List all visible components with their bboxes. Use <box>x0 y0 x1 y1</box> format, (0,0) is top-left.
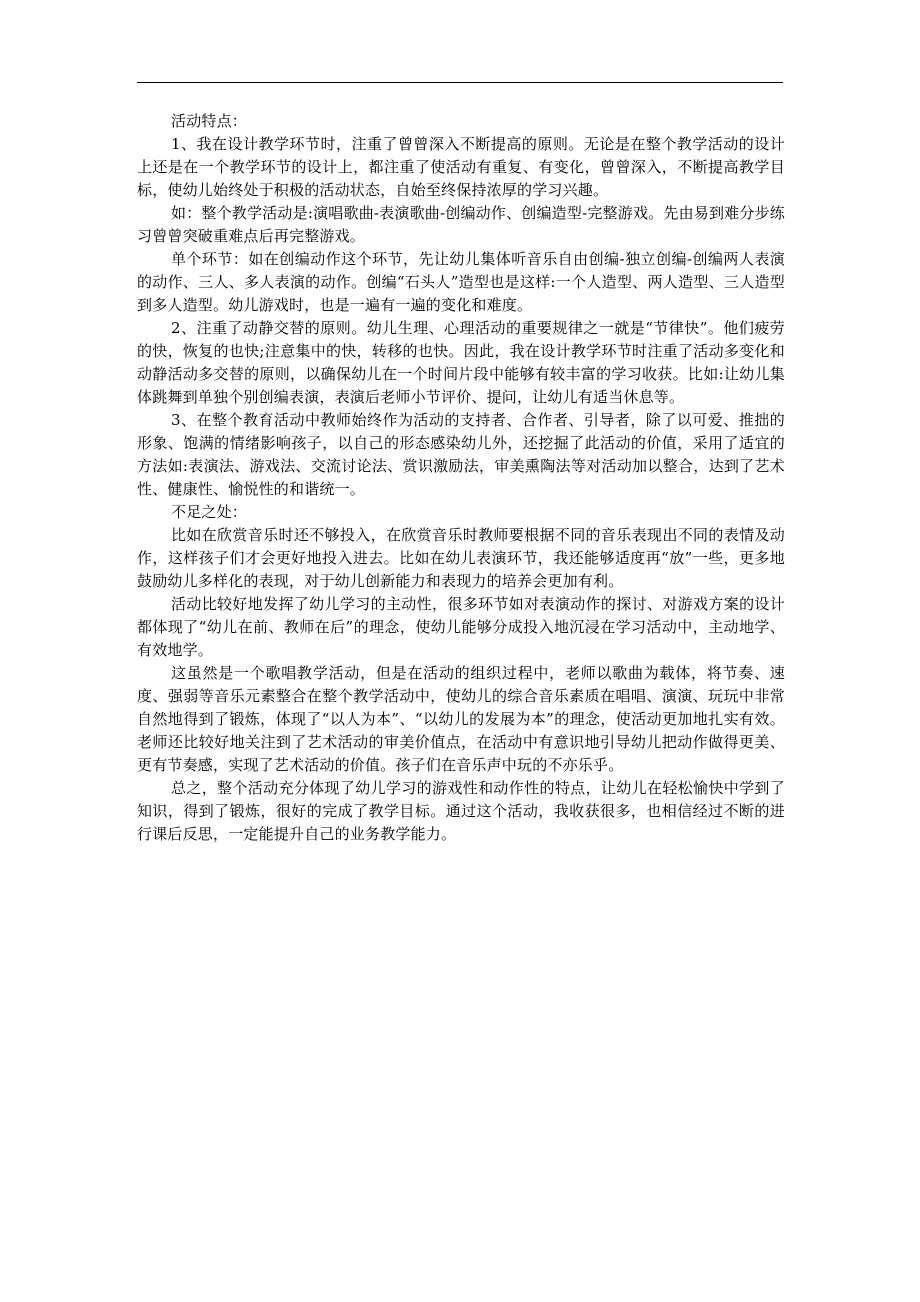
paragraph-point-2: 2、注重了动静交替的原则。幼儿生理、心理活动的重要规律之一就是“节律快”。他们疲劳的快，恢复的也快;注意集中的快，转移的也快。因此，我在设计教学环节时注重了活动多变化和动静活动多交替的原则，以确保幼儿在一个时间片段中能够有较丰富的学习收获。比如:让幼儿集体跳舞到单独个别创编表演，表演后老师小节评价、提问，让幼儿有适当休息等。 <box>137 319 785 406</box>
paragraph-example-single: 单个环节：如在创编动作这个环节，先让幼儿集体听音乐自由创编-独立创编-创编两人表演的动作、三人、多人表演的动作。创编“石头人”造型也是这样:一个人造型、两人造型、三人造型到多人造型。幼儿游戏时，也是一遍有一遍的变化和难度。 <box>137 250 785 314</box>
document-body <box>137 110 785 846</box>
paragraph-initiative: 活动比较好地发挥了幼儿学习的主动性，很多环节如对表演动作的探讨、对游戏方案的设计都体现了“幼儿在前、教师在后”的理念，使幼儿能够分成投入地沉浸在学习活动中，主动地学、有效地学。 <box>137 595 785 659</box>
paragraph-conclusion: 总之，整个活动充分体现了幼儿学习的游戏性和动作性的特点，让幼儿在轻松愉快中学到了知识，得到了锻炼，很好的完成了教学目标。通过这个活动，我收获很多，也相信经过不断的进行课后反思，一定能提升自己的业务教学能力。 <box>137 779 785 843</box>
paragraph-point-1: 1、我在设计教学环节时，注重了曾曾深入不断提高的原则。无论是在整个教学活动的设计上还是在一个教学环节的设计上，都注重了使活动有重复、有变化，曾曾深入，不断提高教学目标，使幼儿始终处于积极的活动状态，自始至终保持浓厚的学习兴趣。 <box>137 135 785 199</box>
paragraph-singing-activity: 这虽然是一个歌唱教学活动，但是在活动的组织过程中，老师以歌曲为载体，将节奏、速度、强弱等音乐元素整合在整个教学活动中，使幼儿的综合音乐素质在唱唱、演演、玩玩中非常自然地得到了锻炼，体现了“以人为本”、“以幼儿的发展为本”的理念，使活动更加地扎实有效。老师还比较好地关注到了艺术活动的审美价值点，在活动中有意识地引导幼儿把动作做得更美、更有节奏感，实现了艺术活动的价值。孩子们在音乐声中玩的不亦乐乎。 <box>137 664 785 774</box>
paragraph-example-overall: 如：整个教学活动是:演唱歌曲-表演歌曲-创编动作、创编造型-完整游戏。先由易到难分步练习曾曾突破重难点后再完整游戏。 <box>137 204 785 245</box>
paragraph-point-3: 3、在整个教育活动中教师始终作为活动的支持者、合作者、引导者，除了以可爱、推拙的形象、饱满的情绪影响孩子，以自己的形态感染幼儿外，还挖掘了此活动的价值，采用了适宜的方法如:表演法、游戏法、交流讨论法、赏识激励法，审美熏陶法等对活动加以整合，达到了艺术性、健康性、愉悦性的和谐统一。 <box>137 411 785 498</box>
paragraph-shortcomings: 比如在欣赏音乐时还不够投入，在欣赏音乐时教师要根据不同的音乐表现出不同的表情及动作，这样孩子们才会更好地投入进去。比如在幼儿表演环节，我还能够适度再“放”一些，更多地鼓励幼儿多样化的表现，对于幼儿创新能力和表现力的培养会更加有利。 <box>137 526 785 590</box>
section-heading-shortcomings: 不足之处： <box>171 503 248 521</box>
header-rule <box>137 82 783 83</box>
section-heading-features: 活动特点： <box>171 112 248 130</box>
